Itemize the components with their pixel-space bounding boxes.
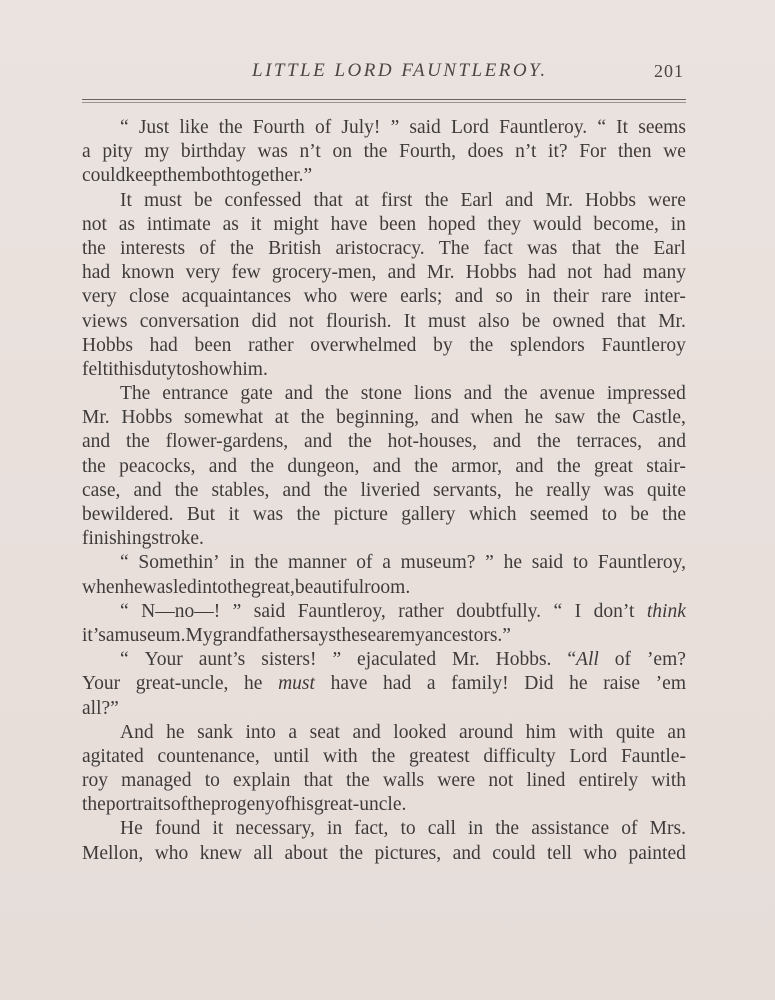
text-line: and the flower-gardens, and the hot-houses, and the terraces, and [82,431,686,453]
text-line: very close acquaintances who were earls; and so in their rare inter- [82,286,686,308]
text-line: the peacocks, and the dungeon, and the armor, and the great stair- [82,455,686,477]
text-line: not as intimate as it might have been hoped they would become, in [82,213,686,235]
page-number: 201 [654,61,684,81]
header-rule [82,99,686,100]
text-line: agitated countenance, until with the greatest difficulty Lord Fauntle- [82,745,686,767]
text-line: “ Your aunt’s sisters! ” ejaculated Mr. Hobbs. “All of ’em? [120,649,686,671]
text-line: Hobbs had been rather overwhelmed by the splendors Fauntleroy [82,334,686,356]
text-line: the interests of the British aristocracy. The fact was that the Earl [82,237,686,259]
text-line: finishing stroke. [82,528,204,550]
running-title: LITTLE LORD FAUNTLEROY. [252,60,548,81]
text-line: all? ” [82,697,119,719]
text-line: it ’s a museum. My grandfather says these are my ancestors.” [82,624,511,646]
text-line: “ Somethin’ in the manner of a museum? ” he said to Fauntleroy, [120,552,686,574]
text-line: bewildered. But it was the picture gallery which seemed to be the [82,504,686,525]
text-line: It must be confessed that at first the Earl and Mr. Hobbs were [120,189,686,211]
text-line: “ N—no—! ” said Fauntleroy, rather doubtfully. “ I don’t think [120,600,686,622]
text-line: case, and the stables, and the liveried servants, he really was quite [82,479,686,501]
text-line: roy managed to explain that the walls were not lined entirely with [82,770,686,792]
text-line: Mellon, who knew all about the pictures, and could tell who painted [82,842,686,864]
page-header [82,58,686,88]
text-line: “ Just like the Fourth of July! ” said Lord Fauntleroy. “ It seems [120,117,686,138]
text-line: a pity my birthday was n’t on the Fourth, does n’t it? For then we [82,141,686,163]
text-line: Your great-uncle, he must have had a family! Did he raise ’em [82,673,686,695]
text-line: views conversation did not flourish. It must also be owned that Mr. [82,310,686,332]
text-line: the portraits of the progeny of his great-uncle. [82,794,407,816]
text-line: The entrance gate and the stone lions and the avenue impressed [120,383,686,405]
text-line: Mr. Hobbs somewhat at the beginning, and when he saw the Castle, [82,407,686,429]
text-line: when he was led into the great, beautiful room. [82,576,411,598]
header-rule-secondary [82,102,686,103]
text-line: felt it his duty to show him. [82,358,268,380]
text-line: And he sank into a seat and looked around him with quite an [120,721,686,743]
text-line: could keep them both together.” [82,165,313,187]
text-line: had known very few grocery-men, and Mr. Hobbs had not had many [82,262,686,284]
text-line: He found it necessary, in fact, to call in the assistance of Mrs. [120,818,686,840]
body-text [82,116,686,866]
